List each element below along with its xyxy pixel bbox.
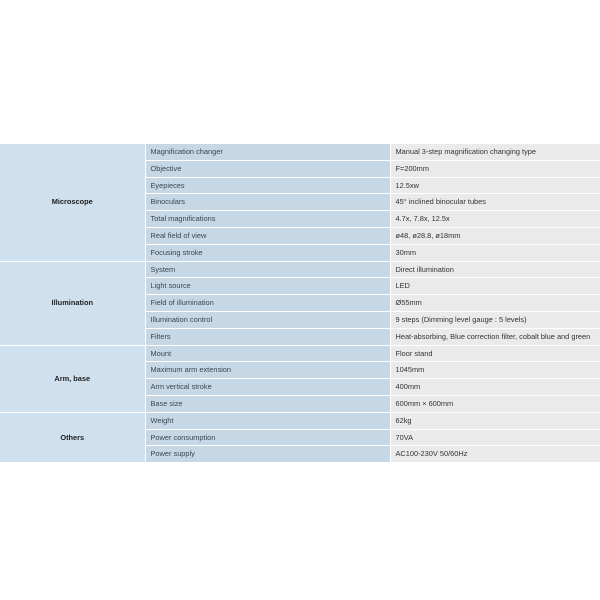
spec-value: 4.7x, 7.8x, 12.5x [390,211,600,228]
table-row [0,345,600,362]
spec-label: Mount [145,345,390,362]
spec-label: Power supply [145,446,390,463]
spec-label: Field of illumination [145,295,390,312]
spec-value: Direct illumination [390,261,600,278]
spec-label: Maximum arm extension [145,362,390,379]
spec-label: Base size [145,395,390,412]
spec-value: AC100-230V 50/60Hz [390,446,600,463]
spec-value: F=200mm [390,160,600,177]
spec-label: Power consumption [145,429,390,446]
spec-label: Weight [145,412,390,429]
table-row [0,412,600,429]
spec-value: Heat-absorbing, Blue correction filter, cobalt blue and green [390,328,600,345]
spec-table [0,144,600,463]
spec-value: 70VA [390,429,600,446]
spec-label: Eyepieces [145,177,390,194]
spec-value: ø48, ø28.8, ø18mm [390,227,600,244]
spec-label: Binoculars [145,194,390,211]
spec-value: Floor stand [390,345,600,362]
spec-label: Arm vertical stroke [145,379,390,396]
section-others: Others [0,412,145,462]
section-arm-base: Arm, base [0,345,145,412]
table-row [0,261,600,278]
spec-label: Light source [145,278,390,295]
spec-label: Magnification changer [145,144,390,160]
spec-value: 600mm × 600mm [390,395,600,412]
spec-value: 45° inclined binocular tubes [390,194,600,211]
spec-label: Objective [145,160,390,177]
spec-value: 1045mm [390,362,600,379]
spec-value: Manual 3-step magnification changing type [390,144,600,160]
spec-label: Real field of view [145,227,390,244]
section-illumination: Illumination [0,261,145,345]
spec-label: System [145,261,390,278]
spec-value: 400mm [390,379,600,396]
spec-label: Focusing stroke [145,244,390,261]
spec-value: Ø55mm [390,295,600,312]
spec-value: 30mm [390,244,600,261]
section-microscope: Microscope [0,144,145,261]
spec-value: 12.5xw [390,177,600,194]
table-row [0,144,600,160]
spec-label: Filters [145,328,390,345]
spec-value: 9 steps (Dimming level gauge : 5 levels) [390,311,600,328]
spec-label: Illumination control [145,311,390,328]
spec-label: Total magnifications [145,211,390,228]
spec-value: LED [390,278,600,295]
spec-value: 62kg [390,412,600,429]
